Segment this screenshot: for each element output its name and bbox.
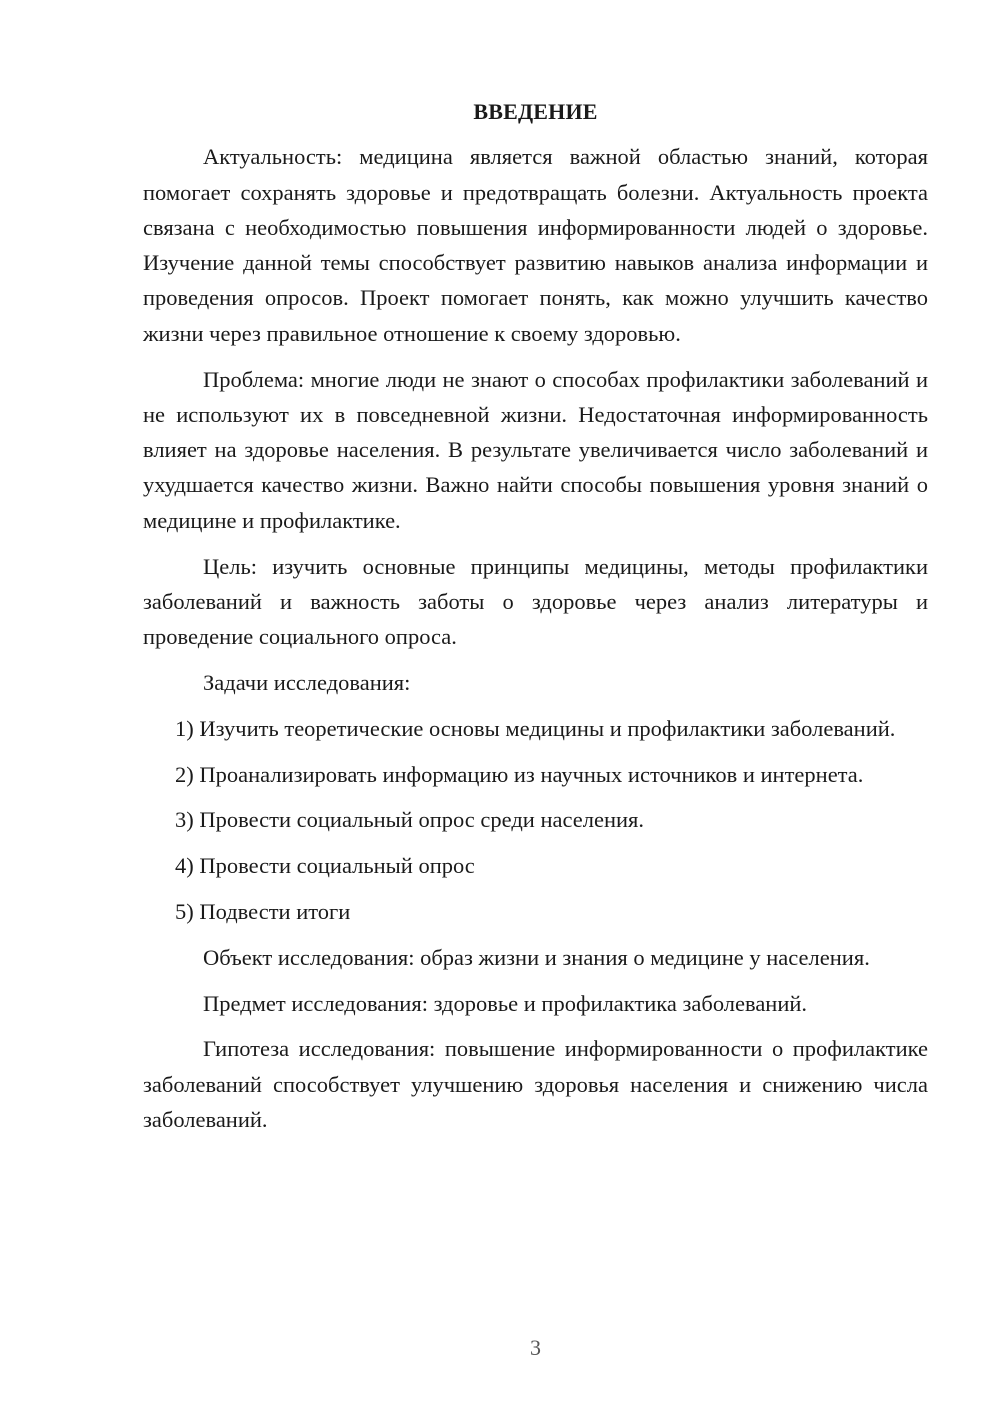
goal-paragraph: Цель: изучить основные принципы медицины, методы профилактики заболеваний и важность заботы о здоровье через анализ литературы и проведение социального опроса. [143,553,928,650]
page-number: 3 [530,1335,541,1360]
hypothesis-paragraph: Гипотеза исследования: повышение информированности о профилактике заболеваний способствует улучшению здоровья населения и снижению числа заболеваний. [143,1036,928,1132]
tasks-label: Задачи исследования: [203,669,411,695]
relevance-paragraph: Актуальность: медицина является важной областью знаний, которая помогает сохранять здоровье и предотвращать болезни. Актуальность проекта связана с необходимостью повышения информированности людей о здоровье. Изучение данной темы способствует развитию навыков анализа информации и проведения опросов. Проект помогает понять, как можно улучшить качество жизни через правильное отношение к своему здоровью. [143,144,928,346]
task-item-1: 1) Изучить теоретические основы медицины и профилактики заболеваний. [175,715,896,741]
task-item-5: 5) Подвести итоги [175,898,351,924]
page-title: ВВЕДЕНИЕ [473,99,598,124]
task-item-2: 2) Проанализировать информацию из научных источников и интернета. [175,761,864,787]
task-item-3: 3) Провести социальный опрос среди населения. [175,807,645,833]
task-item-4: 4) Провести социальный опрос [175,853,475,879]
object-paragraph: Объект исследования: образ жизни и знания о медицине у населения. [203,944,870,970]
problem-paragraph: Проблема: многие люди не знают о способах профилактики заболеваний и не используют их в повседневной жизни. Недостаточная информированность влияет на здоровье населения. В результате увеличивается число заболеваний и ухудшается качество жизни. Важно найти способы повышения уровня знаний о медицине и профилактике. [143,366,928,533]
subject-paragraph: Предмет исследования: здоровье и профилактика заболеваний. [203,990,808,1016]
